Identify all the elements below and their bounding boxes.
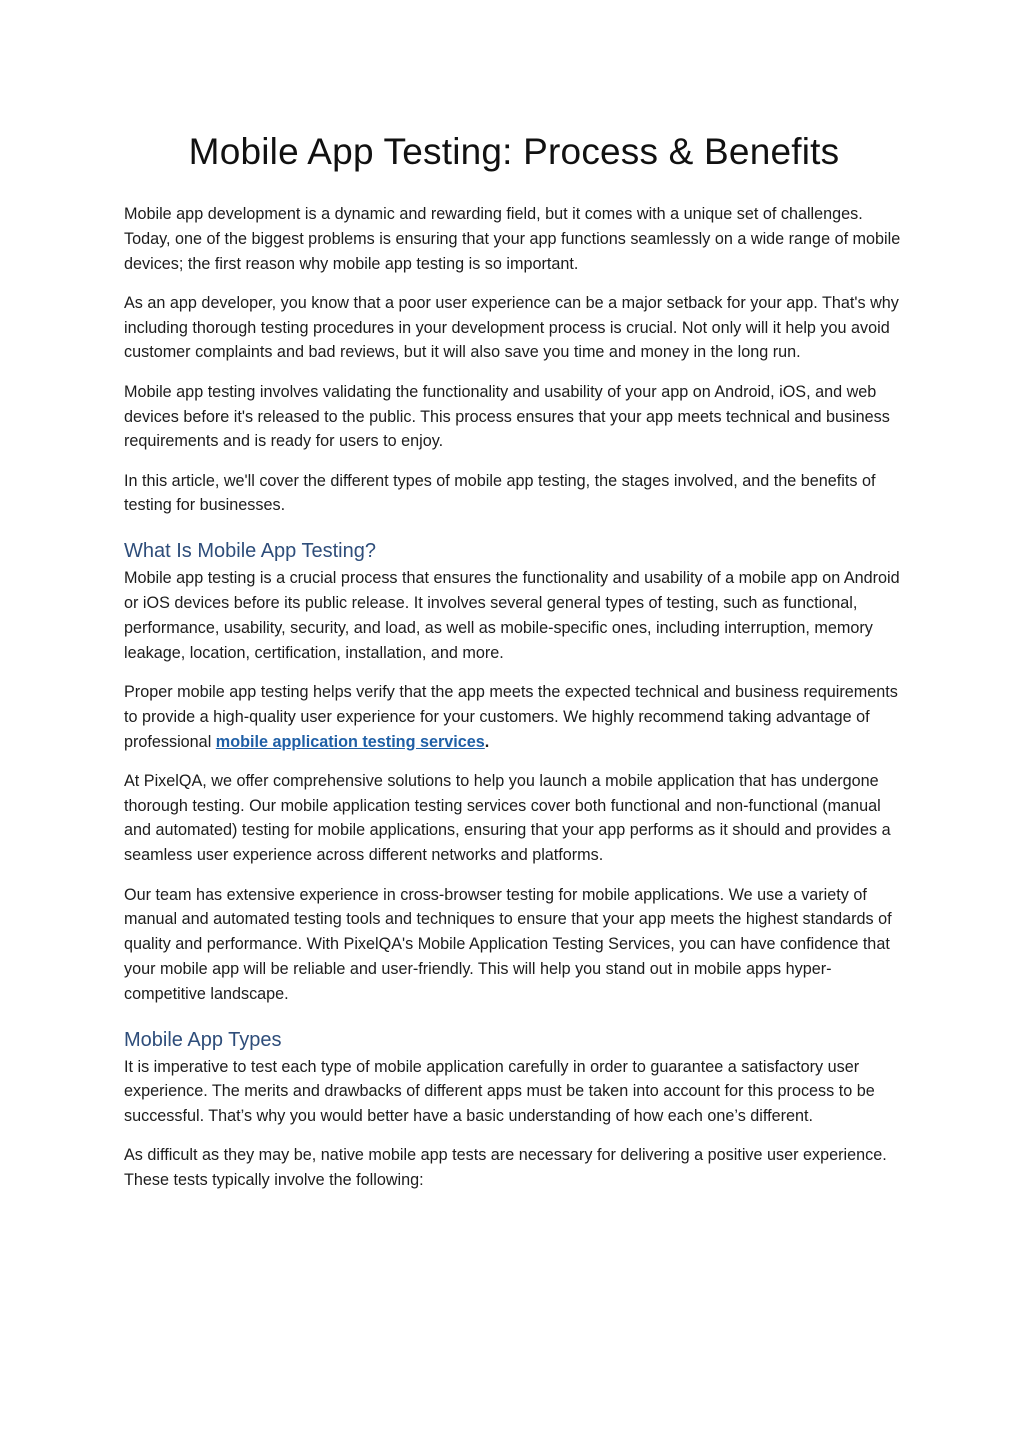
- what-is-section: [124, 538, 904, 1006]
- what-is-paragraph-4: Our team has extensive experience in cross-browser testing for mobile applications. We use a variety of manual and automated testing tools and techniques to ensure that your app meets the highest standards of quality and performance. With PixelQA's Mobile Application Testing Services, you can have confidence that your mobile app will be reliable and user-friendly. This will help you stand out in mobile apps hyper-competitive landscape.: [124, 885, 892, 1003]
- document-title: Mobile App Testing: Process & Benefits: [188, 131, 840, 172]
- mobile-testing-services-link[interactable]: mobile application testing services: [215, 732, 485, 751]
- section-heading-what-is: What Is Mobile App Testing?: [124, 540, 376, 563]
- what-is-paragraph-2: [124, 680, 904, 754]
- what-is-paragraph-3: At PixelQA, we offer comprehensive solutions to help you launch a mobile application that has undergone thorough testing. Our mobile application testing services cover both functional and non-functional (manual and automated) testing for mobile applications, ensuring that your app performs as it should and provides a seamless user experience across different networks and platforms.: [124, 771, 891, 865]
- paragraph-text: Proper mobile app testing helps verify that the app meets the expected technical and business requirements to provide a high-quality user experience for your customers. We highly recommend taking advantage of professional: [124, 682, 898, 751]
- paragraph-period: .: [484, 732, 490, 751]
- section-heading-app-types: Mobile App Types: [124, 1028, 282, 1051]
- app-types-paragraph-1: It is imperative to test each type of mobile application carefully in order to guarantee a satisfactory user experience. The merits and drawbacks of different apps must be taken into account for this process to be successful. That’s why you would better have a basic understanding of how each one’s different.: [124, 1057, 875, 1126]
- intro-paragraph-2: As an app developer, you know that a poor user experience can be a major setback for your app. That's why including thorough testing procedures in your development process is crucial. Not only will it help you avoid customer complaints and bad reviews, but it will also save you time and money in the long run.: [124, 293, 899, 362]
- intro-paragraph-4: In this article, we'll cover the different types of mobile app testing, the stages involved, and the benefits of testing for businesses.: [124, 471, 876, 515]
- intro-paragraph-3: Mobile app testing involves validating the functionality and usability of your app on Android, iOS, and web devices before it's released to the public. This process ensures that your app meets technical and business requirements and is ready for users to enjoy.: [124, 382, 890, 451]
- app-types-section: [124, 1027, 904, 1193]
- intro-section: [124, 202, 904, 518]
- what-is-paragraph-1: Mobile app testing is a crucial process that ensures the functionality and usability of a mobile app on Android or iOS devices before its public release. It involves several general types of testing, such as functional, performance, usability, security, and load, as well as mobile-specific ones, including interruption, memory leakage, location, certification, installation, and more.: [124, 569, 900, 662]
- app-types-paragraph-2: As difficult as they may be, native mobile app tests are necessary for delivering a positive user experience. These tests typically involve the following:: [124, 1146, 887, 1190]
- intro-paragraph-1: Mobile app development is a dynamic and rewarding field, but it comes with a unique set of challenges. Today, one of the biggest problems is ensuring that your app functions seamlessly on a wide range of mobile devices; the first reason why mobile app testing is so important.: [124, 205, 901, 273]
- document-page: [124, 120, 904, 1208]
